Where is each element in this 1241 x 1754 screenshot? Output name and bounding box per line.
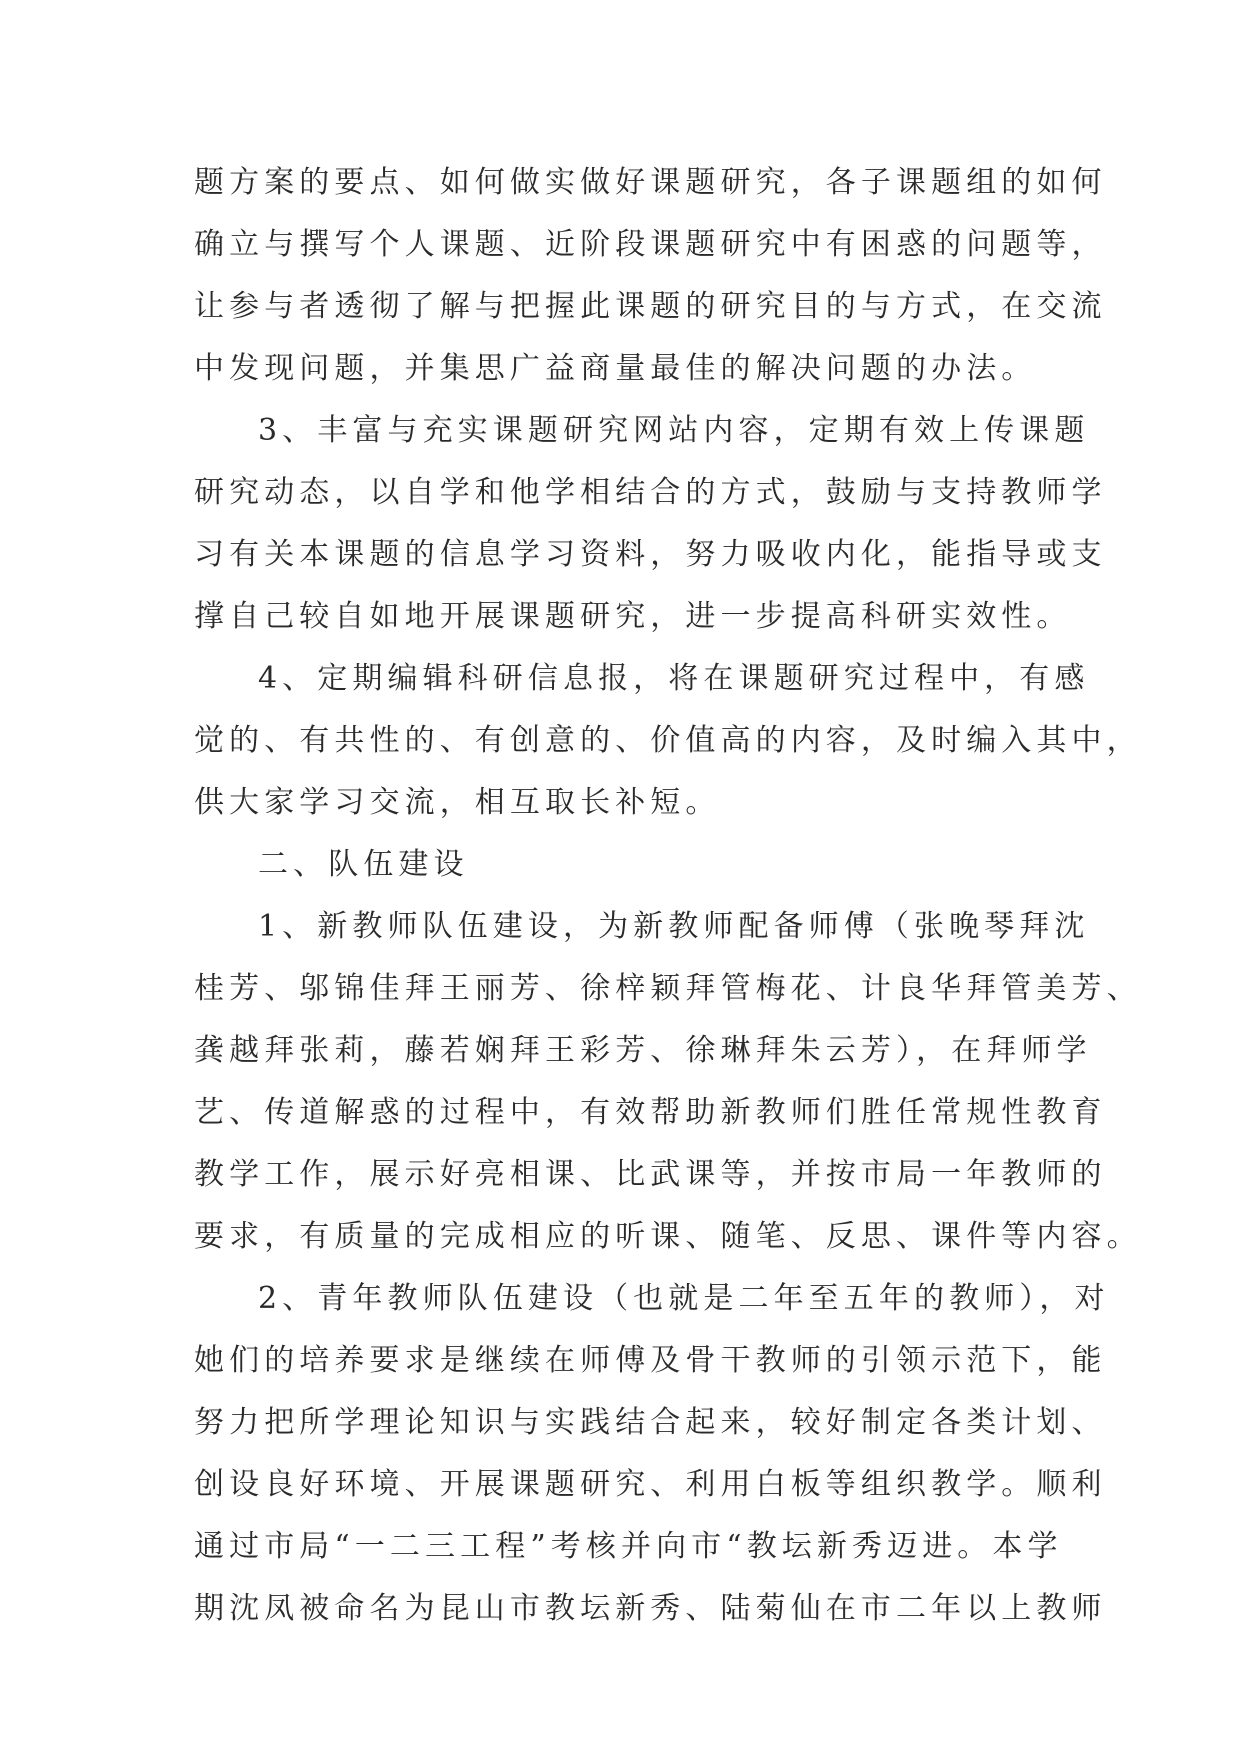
text-line: 创设良好环境、开展课题研究、利用白板等组织教学。顺利: [194, 1467, 1107, 1502]
text-line: 努力把所学理论知识与实践结合起来，较好制定各类计划、: [194, 1405, 1107, 1440]
text-line: 艺、传道解惑的过程中，有效帮助新教师们胜任常规性教育: [194, 1095, 1107, 1130]
text-line: 1、新教师队伍建设，为新教师配备师傅（张晚琴拜沈: [258, 909, 1090, 944]
text-line: 2、青年教师队伍建设（也就是二年至五年的教师），对: [258, 1281, 1110, 1316]
text-line: 撑自己较自如地开展课题研究，进一步提高科研实效性。: [194, 599, 1072, 634]
text-line: 要求，有质量的完成相应的听课、随笔、反思、课件等内容。: [194, 1219, 1142, 1254]
text-line: 让参与者透彻了解与把握此课题的研究目的与方式，在交流: [194, 289, 1107, 324]
text-line: 龚越拜张莉，藤若娴拜王彩芳、徐琳拜朱云芳），在拜师学: [194, 1033, 1092, 1068]
text-line: 题方案的要点、如何做实做好课题研究，各子课题组的如何: [194, 165, 1107, 200]
text-line: 3、丰富与充实课题研究网站内容，定期有效上传课题: [258, 413, 1090, 448]
text-line: 桂芳、邬锦佳拜王丽芳、徐梓颖拜管梅花、计良华拜管美芳、: [194, 971, 1142, 1006]
text-line: 确立与撰写个人课题、近阶段课题研究中有困惑的问题等，: [194, 227, 1107, 262]
text-line: 觉的、有共性的、有创意的、价值高的内容，及时编入其中，: [194, 723, 1142, 758]
section-heading: 二、队伍建设: [258, 847, 469, 882]
text-line: 期沈凤被命名为昆山市教坛新秀、陆菊仙在市二年以上教师: [194, 1591, 1107, 1626]
text-line: 供大家学习交流，相互取长补短。: [194, 785, 721, 820]
text-line: 她们的培养要求是继续在师傅及骨干教师的引领示范下，能: [194, 1343, 1107, 1378]
text-line: 中发现问题，并集思广益商量最佳的解决问题的办法。: [194, 351, 1037, 386]
text-line: 教学工作，展示好亮相课、比武课等，并按市局一年教师的: [194, 1157, 1107, 1192]
text-line: 4、定期编辑科研信息报，将在课题研究过程中，有感: [258, 661, 1090, 696]
body-text: [194, 152, 1142, 1640]
text-line: 通过市局“一二三工程”考核并向市“教坛新秀迈进。本学: [194, 1529, 1063, 1564]
text-line: 研究动态，以自学和他学相结合的方式，鼓励与支持教师学: [194, 475, 1107, 510]
text-line: 习有关本课题的信息学习资料，努力吸收内化，能指导或支: [194, 537, 1107, 572]
